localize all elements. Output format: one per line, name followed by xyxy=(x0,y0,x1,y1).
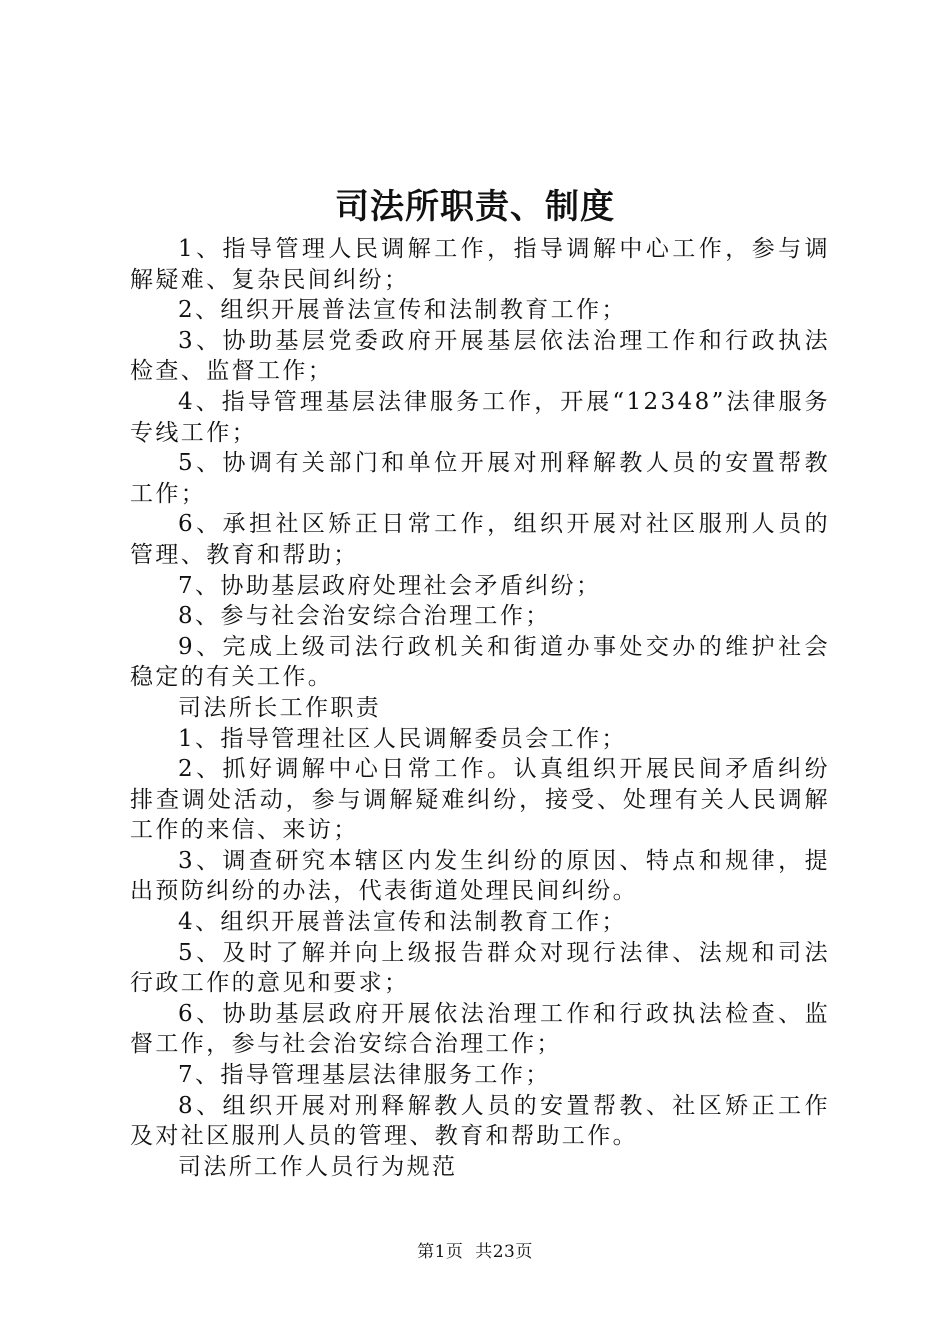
paragraph: 7、协助基层政府处理社会矛盾纠纷； xyxy=(178,572,602,599)
paragraph: 6、承担社区矫正日常工作，组织开展对社区服刑人员的管理、教育和帮助； xyxy=(130,511,830,568)
paragraph: 8、组织开展对刑释解教人员的安置帮教、社区矫正工作及对社区服刑人员的管理、教育和帮助工作。 xyxy=(130,1092,830,1150)
page-footer xyxy=(0,1240,950,1264)
paragraph: 2、抓好调解中心日常工作。认真组织开展民间矛盾纠纷排查调处活动，参与调解疑难纠纷，接受、处理有关人民调解工作的来信、来访； xyxy=(130,756,830,844)
page-number: 第1页 共23页 xyxy=(417,1242,533,1262)
paragraph: 2、组织开展普法宣传和法制教育工作； xyxy=(178,297,627,324)
paragraph: 5、及时了解并向上级报告群众对现行法律、法规和司法行政工作的意见和要求； xyxy=(130,939,830,997)
paragraph: 8、参与社会治安综合治理工作； xyxy=(178,603,551,630)
document-body xyxy=(130,234,830,1182)
paragraph: 6、协助基层政府开展依法治理工作和行政执法检查、监督工作，参与社会治安综合治理工作； xyxy=(130,1000,830,1058)
paragraph: 4、组织开展普法宣传和法制教育工作； xyxy=(178,909,627,936)
paragraph: 3、调查研究本辖区内发生纠纷的原因、特点和规律，提出预防纠纷的办法，代表街道处理民间纠纷。 xyxy=(130,847,830,905)
paragraph: 3、协助基层党委政府开展基层依法治理工作和行政执法检查、监督工作； xyxy=(130,327,830,385)
section-heading: 司法所工作人员行为规范 xyxy=(178,1153,458,1180)
section-heading: 司法所长工作职责 xyxy=(178,694,382,721)
paragraph: 1、指导管理人民调解工作，指导调解中心工作，参与调解疑难、复杂民间纠纷； xyxy=(130,236,830,293)
document-title: 司法所职责、制度 xyxy=(335,187,615,227)
paragraph: 7、指导管理基层法律服务工作； xyxy=(178,1062,551,1089)
paragraph: 1、指导管理社区人民调解委员会工作； xyxy=(178,725,627,752)
paragraph: 9、完成上级司法行政机关和街道办事处交办的维护社会稳定的有关工作。 xyxy=(130,633,830,691)
paragraph: 4、指导管理基层法律服务工作，开展“12348”法律服务专线工作； xyxy=(130,388,830,446)
paragraph: 5、协调有关部门和单位开展对刑释解教人员的安置帮教工作； xyxy=(130,450,830,507)
